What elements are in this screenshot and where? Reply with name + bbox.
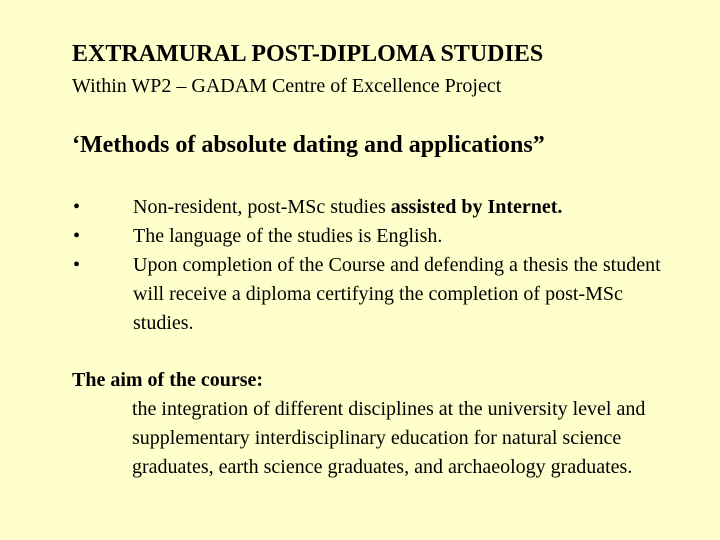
aim-heading: The aim of the course: (72, 369, 264, 391)
bullet-text: Upon completion of the Course and defending a thesis the student will receive a diploma certifying the completion of post-MSc studies. (133, 254, 661, 334)
slide-title: EXTRAMURAL POST-DIPLOMA STUDIES (72, 41, 544, 67)
slide-subtitle: Within WP2 – GADAM Centre of Excellence Project (72, 75, 502, 97)
bullet-mark: • (73, 254, 81, 276)
bullet-list (72, 193, 672, 338)
bullet-item (72, 193, 672, 222)
bullet-item (72, 222, 672, 251)
bullet-text-regular: Non-resident, post-MSc studies (133, 196, 391, 218)
bullet-text-emphasis: assisted by Internet. (390, 196, 563, 218)
aim-text: the integration of different disciplines at the university level and supplementary interdisciplinary education for natural science graduates, earth science graduates, and archaeology graduates. (132, 398, 646, 478)
bullet-text: The language of the studies is English. (133, 225, 443, 247)
bullet-mark: • (73, 196, 81, 218)
bullet-item (72, 251, 672, 338)
course-title: ‘Methods of absolute dating and applications” (72, 132, 545, 158)
bullet-text (133, 193, 672, 222)
bullet-mark: • (73, 225, 81, 247)
